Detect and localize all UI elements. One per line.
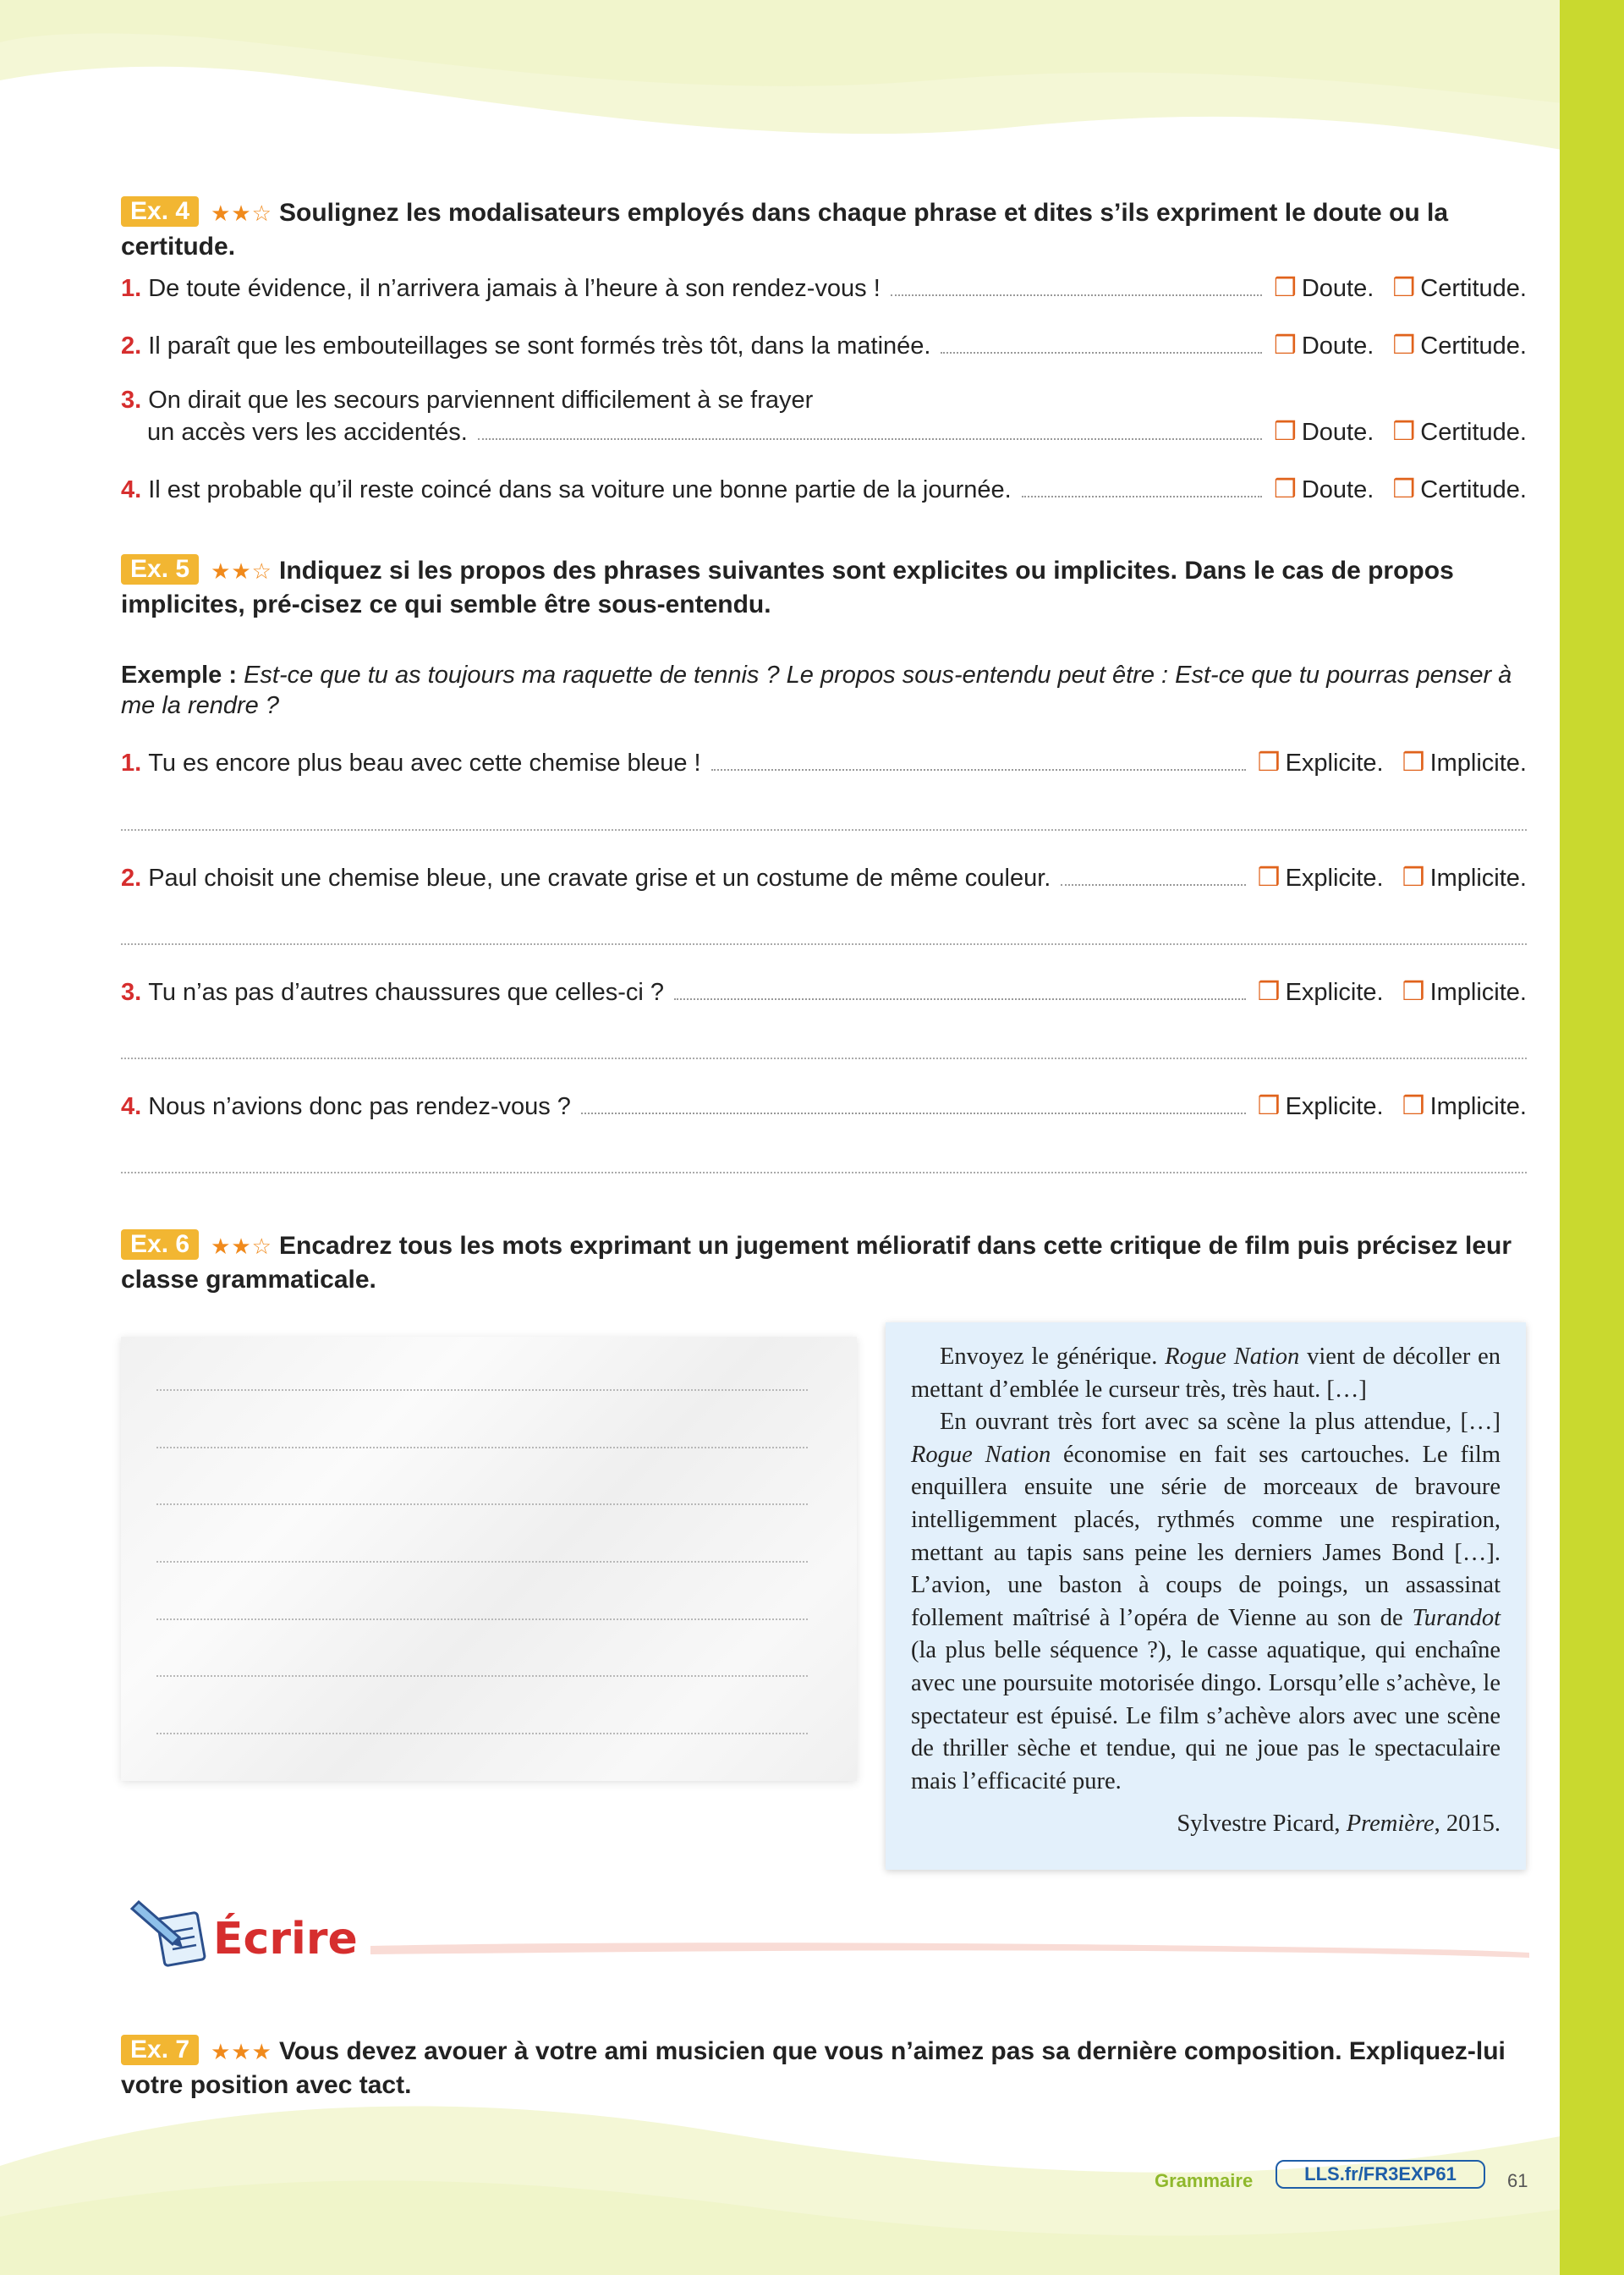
ex4-badge: Ex. 4: [121, 196, 199, 227]
checkbox-icon[interactable]: ❒: [1273, 475, 1297, 503]
choice-doute[interactable]: ❒ Doute.: [1273, 332, 1374, 360]
excerpt-paragraph-1: Envoyez le générique. Rogue Nation vient de décoller en mettant d’emblée le curseur très, très haut. […]: [911, 1344, 1501, 1403]
checkbox-icon[interactable]: ❒: [1273, 274, 1297, 302]
checkbox-icon[interactable]: ❒: [1402, 864, 1425, 892]
choice-implicite[interactable]: ❒ Implicite.: [1402, 978, 1527, 1006]
question-text: Il paraît que les embouteillages se sont formés très tôt, dans la matinée.: [148, 332, 931, 360]
choice-group: [1274, 330, 1527, 362]
dotted-leader: [711, 769, 1246, 771]
ex6-header: [121, 1229, 1527, 1297]
checkbox-icon[interactable]: ❒: [1392, 332, 1416, 360]
choice-certitude[interactable]: ❒ Certitude.: [1392, 475, 1527, 503]
ex5-question-3: [121, 976, 1527, 1008]
checkbox-icon[interactable]: ❒: [1392, 274, 1416, 302]
answer-line[interactable]: [156, 1733, 808, 1734]
ex5-question-1: [121, 747, 1527, 779]
ex7-header: [121, 2035, 1527, 2102]
ex4-header: [121, 196, 1527, 264]
answer-line[interactable]: [121, 943, 1527, 945]
question-number: 1.: [121, 275, 142, 302]
question-text: Tu es encore plus beau avec cette chemise bleue !: [148, 750, 701, 777]
choice-group: [1274, 474, 1527, 506]
choice-group: [1274, 416, 1527, 448]
choice-certitude[interactable]: ❒ Certitude.: [1392, 418, 1527, 446]
ex7-instruction: Vous devez avouer à votre ami musicien que vous n’aimez pas sa dernière composition. Expliquez-lui votre position avec tact.: [121, 2037, 1506, 2099]
question-number: 2.: [121, 332, 142, 360]
film-review-excerpt: [886, 1322, 1526, 1870]
ex5-instruction: Indiquez si les propos des phrases suivantes sont explicites ou implicites. Dans le cas de propos implicites, pré-cisez ce qui semble être sous-entendu.: [121, 557, 1454, 618]
dotted-leader: [674, 998, 1246, 1000]
question-text: Paul choisit une chemise bleue, une cravate grise et un costume de même couleur.: [148, 865, 1051, 892]
checkbox-icon[interactable]: ❒: [1273, 332, 1297, 360]
difficulty-stars-icon: ★★☆: [211, 558, 272, 584]
example-label: Exemple :: [121, 662, 237, 689]
checkbox-icon[interactable]: ❒: [1257, 1092, 1281, 1120]
ex5-example: [121, 660, 1527, 721]
choice-doute[interactable]: ❒ Doute.: [1273, 475, 1374, 503]
answer-line[interactable]: [156, 1618, 808, 1620]
ex4-question-2: [121, 330, 1527, 362]
answer-line[interactable]: [121, 829, 1527, 831]
dotted-leader: [891, 294, 1262, 296]
choice-group: [1258, 1091, 1527, 1123]
question-text: On dirait que les secours parviennent difficilement à se frayer: [148, 387, 814, 414]
ex4-question-3: [147, 416, 1527, 448]
choice-implicite[interactable]: ❒ Implicite.: [1402, 1092, 1527, 1120]
difficulty-stars-icon: ★★★: [211, 2039, 272, 2064]
choice-doute[interactable]: ❒ Doute.: [1273, 274, 1374, 302]
difficulty-stars-icon: ★★☆: [211, 1234, 272, 1259]
ex5-question-4: [121, 1091, 1527, 1123]
checkbox-icon[interactable]: ❒: [1392, 475, 1416, 503]
excerpt-source: Sylvestre Picard, Première, 2015.: [1177, 1811, 1501, 1838]
ex4-instruction: Soulignez les modalisateurs employés dans chaque phrase et dites s’ils expriment le doute ou la certitude.: [121, 199, 1449, 261]
excerpt-paragraph-2: En ouvrant très fort avec sa scène la plus attendue, […] Rogue Nation économise en fait ses cartouches. Le film enquillera ensuite une série de morceaux de bravoure intelligemment placés, rythmés comme une respiration, mettant au tapis sans peine les derniers James Bond […]. L’avion, une baston à coups de poings, un assassinat follement maîtrisé à l’opéra de Vienne au son de Turandot (la plus belle séquence ?), le casse aquatique, qui enchaîne avec une poursuite motorisée dingo. Lorsqu’elle s’achève, le spectateur est épuisé. Le film s’achève alors avec une scène de thriller sèche et tendue, qui ne joue pas le spectaculaire mais l’efficacité pure.: [911, 1409, 1501, 1794]
answer-line[interactable]: [121, 1172, 1527, 1173]
question-text: un accès vers les accidentés.: [147, 419, 468, 446]
ex4-question-4: [121, 474, 1527, 506]
difficulty-stars-icon: ★★☆: [211, 201, 272, 226]
choice-certitude[interactable]: ❒ Certitude.: [1392, 332, 1527, 360]
footer-link[interactable]: LLS.fr/FR3EXP61: [1276, 2160, 1485, 2189]
notepad-pencil-icon: [127, 1895, 220, 1971]
footer-section-label: Grammaire: [1155, 2170, 1254, 2191]
page-number: 61: [1507, 2170, 1528, 2191]
choice-certitude[interactable]: ❒ Certitude.: [1392, 274, 1527, 302]
answer-line[interactable]: [156, 1503, 808, 1505]
answer-paper: [121, 1337, 857, 1781]
checkbox-icon[interactable]: ❒: [1273, 418, 1297, 446]
checkbox-icon[interactable]: ❒: [1392, 418, 1416, 446]
answer-line[interactable]: [156, 1389, 808, 1391]
dotted-leader: [478, 438, 1262, 440]
choice-explicite[interactable]: ❒ Explicite.: [1257, 1092, 1384, 1120]
checkbox-icon[interactable]: ❒: [1402, 978, 1425, 1006]
question-number: 3.: [121, 387, 142, 414]
checkbox-icon[interactable]: ❒: [1257, 749, 1281, 777]
choice-implicite[interactable]: ❒ Implicite.: [1402, 864, 1527, 892]
ex5-badge: Ex. 5: [121, 554, 199, 585]
ex5-header: [121, 554, 1527, 622]
question-number: 4.: [121, 476, 142, 503]
choice-group: [1274, 272, 1527, 305]
answer-line[interactable]: [156, 1447, 808, 1448]
choice-explicite[interactable]: ❒ Explicite.: [1257, 749, 1384, 777]
checkbox-icon[interactable]: ❒: [1257, 978, 1281, 1006]
dotted-leader: [1061, 884, 1245, 886]
dotted-leader: [941, 352, 1261, 354]
checkbox-icon[interactable]: ❒: [1402, 1092, 1425, 1120]
answer-line[interactable]: [121, 1058, 1527, 1059]
checkbox-icon[interactable]: ❒: [1402, 749, 1425, 777]
answer-line[interactable]: [156, 1675, 808, 1677]
ex5-question-2: [121, 862, 1527, 894]
choice-group: [1258, 862, 1527, 894]
example-text: Est-ce que tu as toujours ma raquette de tennis ? Le propos sous-entendu peut être : Est-ce que tu pourras penser à me la rendre ?: [121, 662, 1512, 719]
ex4-question-1: [121, 272, 1527, 305]
question-number: 3.: [121, 979, 142, 1006]
ex6-badge: Ex. 6: [121, 1229, 199, 1260]
choice-explicite[interactable]: ❒ Explicite.: [1257, 864, 1384, 892]
question-number: 2.: [121, 865, 142, 892]
ex4-question-3-line1: [121, 384, 1527, 416]
ex7-badge: Ex. 7: [121, 2035, 199, 2065]
choice-implicite[interactable]: ❒ Implicite.: [1402, 749, 1527, 777]
answer-line[interactable]: [156, 1561, 808, 1563]
dotted-leader: [581, 1113, 1246, 1114]
section-title-ecrire: Écrire: [213, 1914, 358, 1965]
ex6-instruction: Encadrez tous les mots exprimant un jugement mélioratif dans cette critique de film puis précisez leur classe grammaticale.: [121, 1232, 1512, 1294]
question-text: De toute évidence, il n’arrivera jamais à l’heure à son rendez-vous !: [148, 275, 881, 302]
choice-group: [1258, 976, 1527, 1008]
decorative-brush-stroke: [370, 1937, 1529, 1959]
choice-explicite[interactable]: ❒ Explicite.: [1257, 978, 1384, 1006]
question-text: Nous n’avions donc pas rendez-vous ?: [148, 1093, 571, 1120]
question-number: 4.: [121, 1093, 142, 1120]
dotted-leader: [1022, 496, 1262, 497]
question-number: 1.: [121, 750, 142, 777]
checkbox-icon[interactable]: ❒: [1257, 864, 1281, 892]
question-text: Il est probable qu’il reste coincé dans sa voiture une bonne partie de la journée.: [148, 476, 1012, 503]
choice-doute[interactable]: ❒ Doute.: [1273, 418, 1374, 446]
question-text: Tu n’as pas d’autres chaussures que celles-ci ?: [148, 979, 665, 1006]
choice-group: [1258, 747, 1527, 779]
